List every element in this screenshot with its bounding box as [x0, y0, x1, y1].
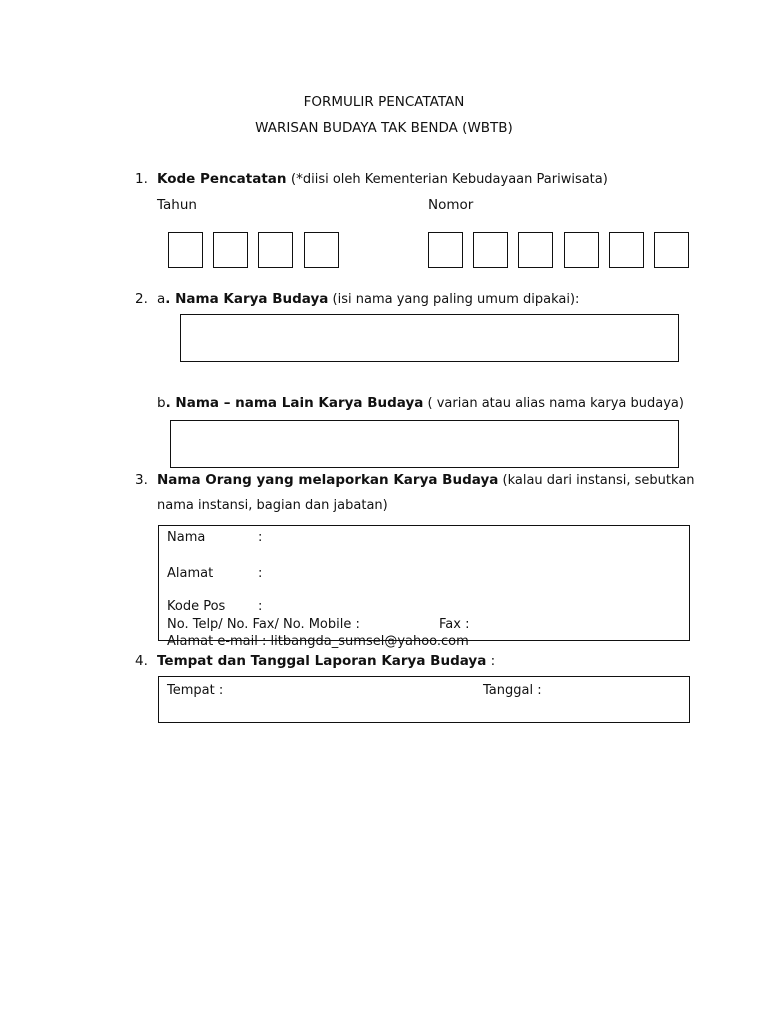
nama-karya-budaya-field[interactable]	[180, 314, 679, 362]
nomor-digit-box[interactable]	[654, 232, 689, 268]
telp-label: No. Telp/ No. Fax/ No. Mobile :	[167, 617, 360, 632]
section2a-prefix: a	[157, 291, 166, 307]
section3-note-line2: nama instansi, bagian dan jabatan)	[157, 498, 388, 513]
form-subtitle: WARISAN BUDAYA TAK BENDA (WBTB)	[255, 120, 513, 136]
kodepos-label: Kode Pos	[167, 599, 226, 614]
kodepos-colon: :	[258, 599, 263, 614]
nomor-digit-box[interactable]	[609, 232, 644, 268]
section4-heading	[157, 653, 495, 669]
fax-label: Fax :	[439, 617, 470, 632]
section3-number: 3.	[135, 472, 148, 488]
nomor-digit-box[interactable]	[473, 232, 508, 268]
section1-note: diisi oleh Kementerian Kebudayaan Pariwisata)	[302, 172, 608, 187]
tahun-digit-box[interactable]	[304, 232, 339, 268]
section4-label: Tempat dan Tanggal Laporan Karya Budaya	[157, 653, 487, 669]
section2b-label: . Nama – nama Lain Karya Budaya	[165, 395, 424, 411]
nama-lain-field[interactable]	[170, 420, 679, 468]
tahun-digit-box[interactable]	[213, 232, 248, 268]
section2a-note: (isi nama yang paling umum dipakai):	[328, 292, 580, 307]
section1-note-open: (*	[286, 171, 303, 187]
nomor-digit-box[interactable]	[518, 232, 553, 268]
section3-heading	[157, 472, 695, 488]
tempat-label: Tempat :	[167, 683, 224, 698]
section2b-note: ( varian atau alias nama karya budaya)	[423, 396, 684, 411]
section1-label: Kode Pencatatan	[157, 171, 287, 187]
nomor-label: Nomor	[428, 197, 474, 213]
section2a-heading	[157, 291, 579, 307]
section3-label: Nama Orang yang melaporkan Karya Budaya	[157, 472, 499, 488]
tahun-digit-box[interactable]	[168, 232, 203, 268]
tanggal-label: Tanggal :	[483, 683, 542, 698]
email-line: Alamat e-mail : litbangda_sumsel@yahoo.com	[167, 634, 469, 649]
tahun-label: Tahun	[157, 197, 197, 213]
section2a-label: . Nama Karya Budaya	[165, 291, 329, 307]
form-title: FORMULIR PENCATATAN	[303, 94, 465, 110]
section4-number: 4.	[135, 653, 148, 669]
alamat-colon: :	[258, 566, 263, 581]
section1-number: 1.	[135, 171, 148, 187]
section1-heading	[157, 171, 608, 187]
section2b-prefix: b	[157, 395, 166, 411]
section3-note-line1: (kalau dari instansi, sebutkan	[498, 473, 695, 488]
nomor-digit-box[interactable]	[564, 232, 599, 268]
section4-colon: :	[486, 653, 496, 669]
section2b-heading	[157, 395, 684, 411]
pelapor-box[interactable]	[158, 525, 690, 649]
nomor-digit-box[interactable]	[428, 232, 463, 268]
nama-colon: :	[258, 530, 263, 545]
section2-number: 2.	[135, 291, 148, 307]
tahun-digit-box[interactable]	[258, 232, 293, 268]
alamat-label: Alamat	[167, 566, 214, 581]
nama-label: Nama	[167, 530, 206, 545]
tempat-tanggal-box[interactable]	[158, 676, 690, 723]
